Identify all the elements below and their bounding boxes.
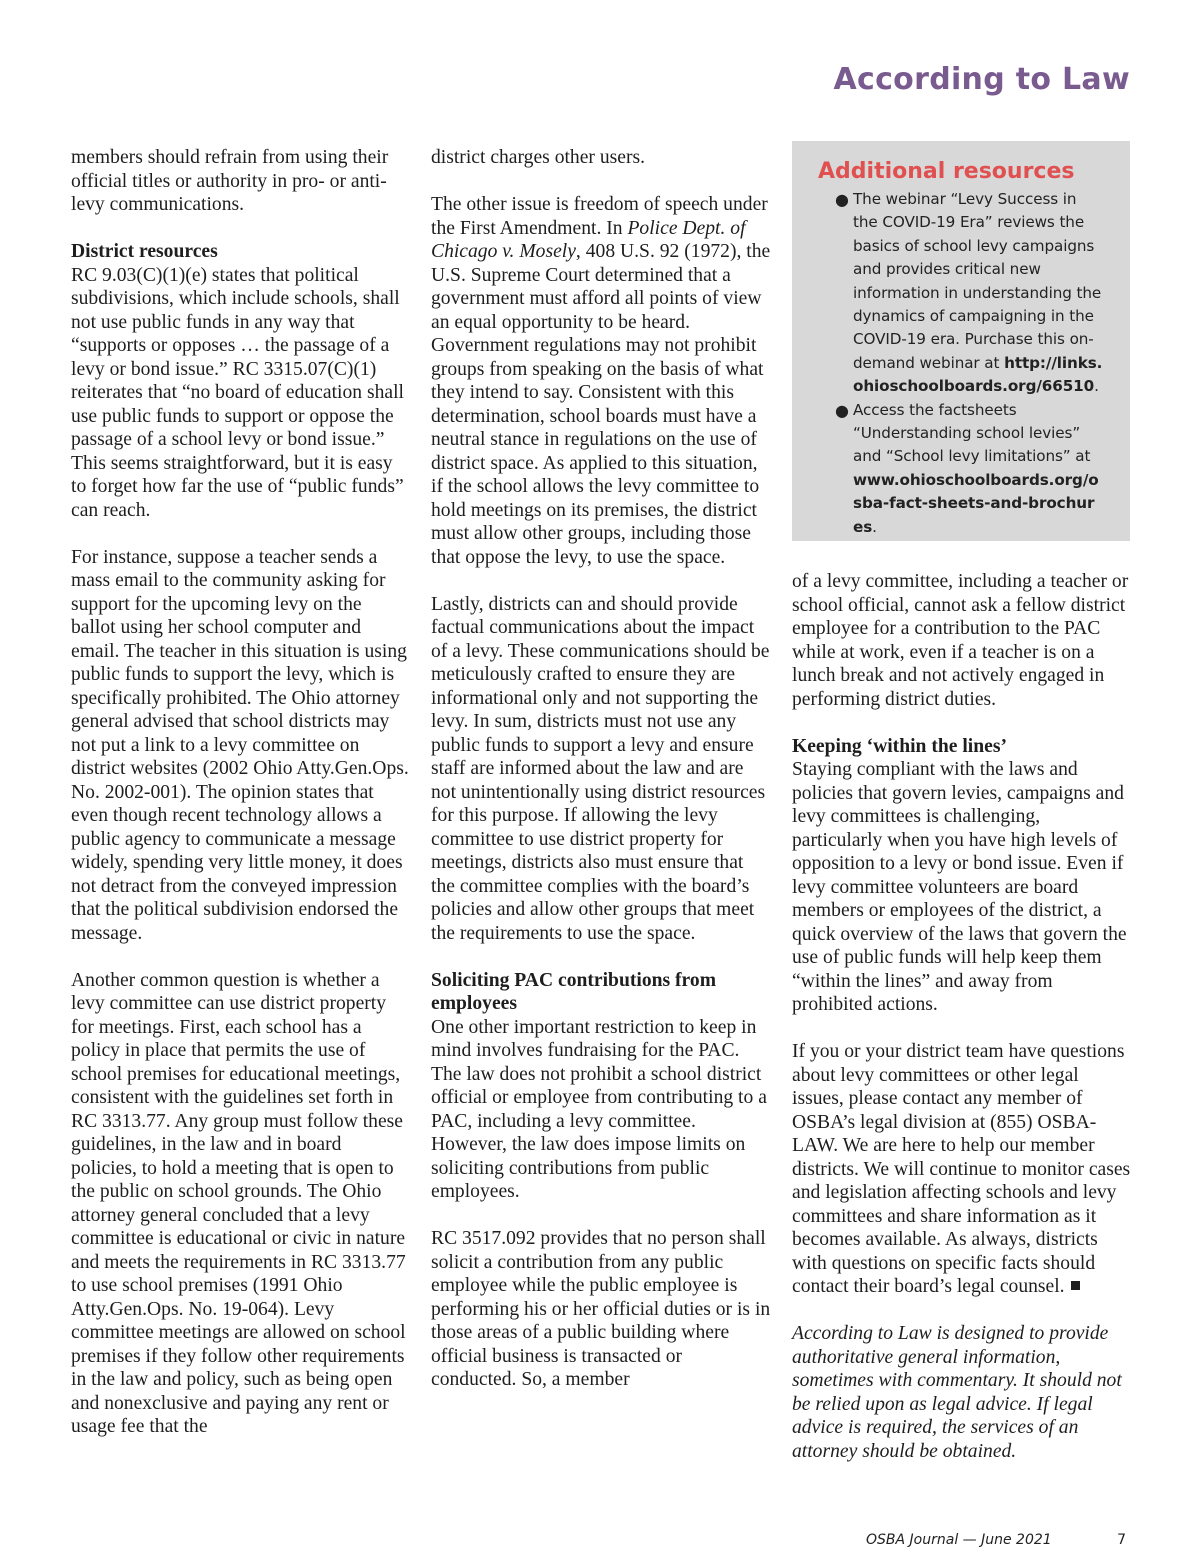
paragraph: Another common question is whether a levy committee can use district property for meetings. First, each school has a policy in place that permits the use of school premises for educational meetings, consistent with the guidelines set forth in RC 3313.77. Any group must follow these guidelines, in the law and in board policies, to hold a meeting that is open to the public on school grounds. The Ohio attorney general concluded that a levy committee is educational or civic in nature and meets the requirements in RC 3313.77 to use school premises (1991 Ohio Atty.Gen.Ops. No. 19-064). Levy committee meetings are allowed on school premises if they follow other requirements in the law and policy, such as being open and nonexclusive and paying any rent or usage fee that the <box>71 969 406 1437</box>
paragraph: members should refrain from using their official titles or authority in pro- or anti-levy communications. <box>71 147 389 215</box>
paragraph: RC 3517.092 provides that no person shall solicit a contribution from any public employee while the public employee is performing his or her official duties or is in those areas of a public building where official business is transacted or conducted. So, a member <box>431 1228 771 1390</box>
end-mark-icon <box>1071 1281 1080 1290</box>
resources-item-text: Access the factsheets “Understanding school levies” and “School levy limitations” at <box>853 400 1091 466</box>
paragraph-text: , 408 U.S. 92 (1972), the U.S. Supreme Court determined that a government must afford all points of view an equal opportunity to be heard. Government regulations may not prohibit groups from speaking on the basis of what they intend to say. Consistent with this determination, school boards must have a neutral stance in regulations on the use of district space. As applied to this situation, if the school allows the levy committee to hold meetings on its premises, the district must allow other groups, including those that oppose the levy, to use the space. <box>431 241 771 568</box>
paragraph <box>431 193 771 569</box>
resources-item-end: . <box>1094 377 1099 396</box>
case-citation: Police Dept. of Chicago v. Mosely <box>431 217 746 262</box>
subheading-soliciting: Soliciting PAC contributions from employees <box>431 969 717 1014</box>
page-number: 7 <box>1117 1532 1126 1548</box>
column-2 <box>431 146 771 1392</box>
resources-list <box>818 188 1104 539</box>
column-1 <box>71 146 411 1439</box>
paragraph: Lastly, districts can and should provide factual communications about the impact of a levy. These communications should be meticulously crafted to ensure they are informational only and not supporting the levy. In sum, districts must not use any public funds to support a levy and ensure staff are informed about the law and are not unintentionally using district resources for this purpose. If allowing the levy committee to use district property for meetings, districts also must ensure that the committee complies with the board’s policies and allow other groups that meet the requirements to use the space. <box>431 593 770 944</box>
factsheets-link[interactable]: www.ohioschoolboards.org/osba-fact-sheets-and-brochures <box>853 470 1099 536</box>
paragraph <box>792 1040 1132 1299</box>
footer-publication: OSBA Journal — June 2021 <box>866 1532 1052 1548</box>
webinar-link[interactable]: http://links.ohioschoolboards.org/66510 <box>853 353 1103 396</box>
additional-resources-box <box>792 141 1130 541</box>
paragraph: Staying compliant with the laws and policies that govern levies, campaigns and levy committees is challenging, particularly when you have high levels of opposition to a levy or bond issue. Even if levy committee volunteers are board members or employees of the district, a quick overview of the laws that govern the use of public funds will help keep them “within the lines” and away from prohibited actions. <box>792 759 1127 1015</box>
paragraph: of a levy committee, including a teacher or school official, cannot ask a fellow district employee for a contribution to the PAC while at work, even if a teacher is on a lunch break and not actively engaged in performing district duties. <box>792 571 1129 710</box>
bullet-icon: ● <box>835 400 849 420</box>
resources-item <box>835 188 1104 399</box>
subheading-district-resources: District resources <box>71 241 218 262</box>
paragraph: RC 9.03(C)(1)(e) states that political subdivisions, which include schools, shall not use public funds in any way that “supports or opposes … the passage of a levy or bond issue.” RC 3315.07(C)(1) reiterates that “no board of education shall use public funds to support or oppose the passage of a school levy or bond issue.” This seems straightforward, but it is easy to forget how far the use of “public funds” can reach. <box>71 264 404 521</box>
bullet-icon: ● <box>835 190 849 209</box>
paragraph: district charges other users. <box>431 147 646 168</box>
section-title: According to Law <box>833 62 1130 97</box>
paragraph: One other important restriction to keep in mind involves fundraising for the PAC. The law does not prohibit a school district official or employee from contributing to a PAC, including a levy committee. However, the law does impose limits on soliciting contributions from public employees. <box>431 1016 767 1202</box>
resources-item <box>835 399 1104 539</box>
resources-item-end: . <box>872 517 877 536</box>
column-3 <box>792 570 1132 1463</box>
paragraph: For instance, suppose a teacher sends a mass email to the community asking for support for the upcoming levy on the ballot using her school computer and email. The teacher in this situation is using public funds to support the levy, which is specifically prohibited. The Ohio attorney general advised that school districts may not put a link to a levy committee on district websites (2002 Ohio Atty.Gen.Ops. No. 2002-001). The opinion states that even though recent technology allows a public agency to communicate a message widely, spending very little money, it does not detract from the conveyed impression that the political subdivision endorsed the message. <box>71 546 409 944</box>
paragraph-text: If you or your district team have questions about levy committees or other legal issues, please contact any member of OSBA’s legal division at (855) OSBA-LAW. We are here to help our member districts. We will continue to monitor cases and legislation affecting schools and levy committees and share information as it becomes available. As always, districts with questions on specific facts should contact their board’s legal counsel. <box>792 1041 1131 1297</box>
resources-title: Additional resources <box>818 159 1075 184</box>
disclaimer: According to Law is designed to provide authoritative general information, sometimes with commentary. It should not be relied upon as legal advice. If legal advice is required, the services of an attorney should be obtained. <box>792 1323 1122 1462</box>
resources-item-text: The webinar “Levy Success in the COVID-19 Era” reviews the basics of school levy campaigns and provides critical new information in understanding the dynamics of campaigning in the COVID-19 era. Purchase this on-demand webinar at <box>853 190 1102 372</box>
paragraph-text: The other issue is freedom of speech under the First Amendment. In <box>431 194 768 239</box>
subheading-keeping-within-lines: Keeping ‘within the lines’ <box>792 735 1007 757</box>
